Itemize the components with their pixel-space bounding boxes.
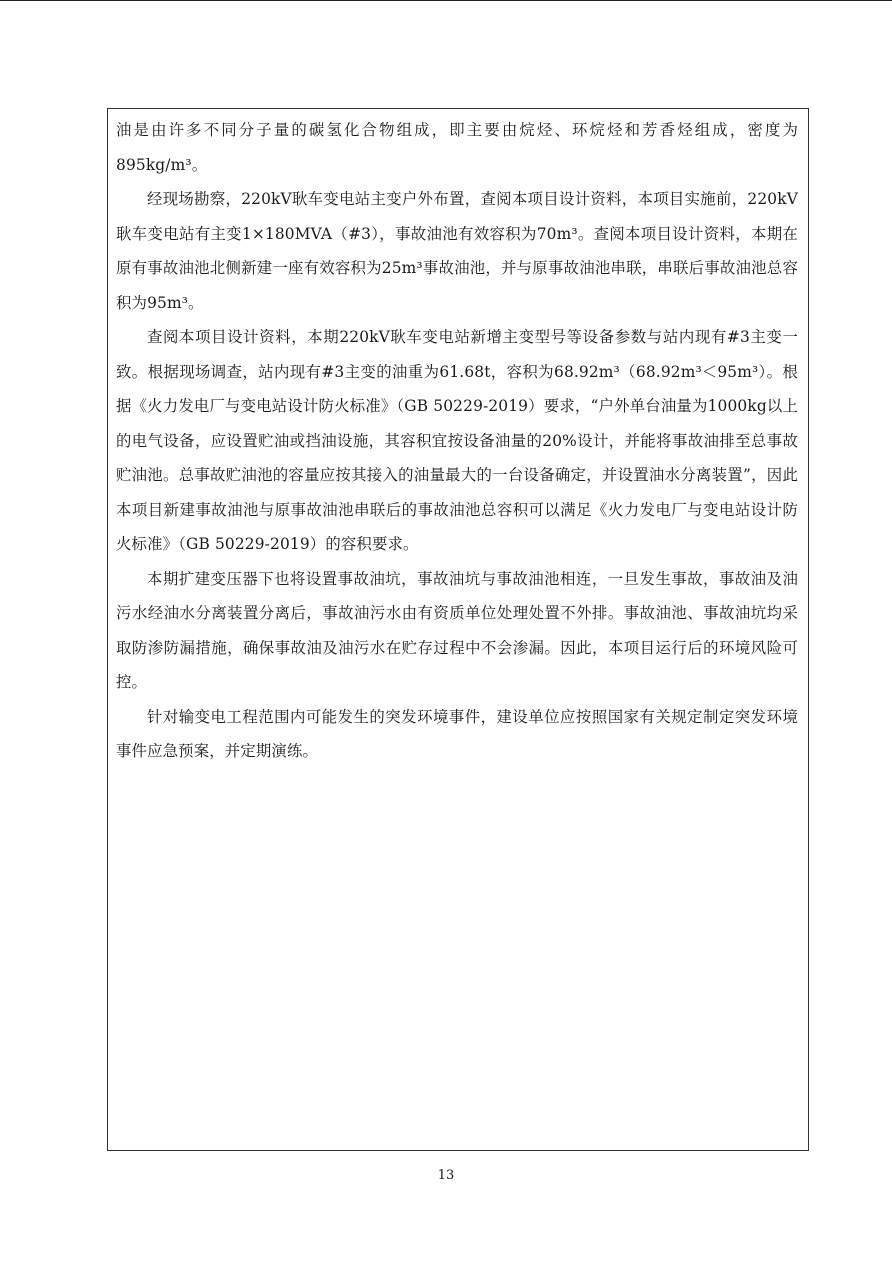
paragraph-emergency-plan: 针对输变电工程范围内可能发生的突发环境事件，建设单位应按照国家有关规定制定突发环境事件应急预案，并定期演练。 <box>116 707 798 760</box>
paragraph-oil-composition: 油是由许多不同分子量的碳氢化合物组成，即主要由烷烃、环烷烃和芳香烃组成，密度为895kg/m³。 <box>116 121 798 174</box>
top-rule <box>0 0 892 1</box>
page-number: 13 <box>437 1168 455 1183</box>
body-text <box>116 113 798 769</box>
paragraph-site-survey: 经现场勘察，220kV耿车变电站主变户外布置，查阅本项目设计资料，本项目实施前，220kV耿车变电站有主变1×180MVA（#3），事故油池有效容积为70m³。查阅本项目设计资料，本期在原有事故油池北侧新建一座有效容积为25m³事故油池，并与原事故油池串联，串联后事故油池总容积为95m³。 <box>116 190 798 312</box>
paragraph-oil-pit: 本期扩建变压器下也将设置事故油坑，事故油坑与事故油池相连，一旦发生事故，事故油及油污水经油水分离装置分离后，事故油污水由有资质单位处理处置不外排。事故油池、事故油坑均采取防渗防漏措施，确保事故油及油污水在贮存过程中不会渗漏。因此，本项目运行后的环境风险可控。 <box>116 569 798 691</box>
paragraph-design-review: 查阅本项目设计资料，本期220kV耿车变电站新增主变型号等设备参数与站内现有#3主变一致。根据现场调查，站内现有#3主变的油重为61.68t，容积为68.92m³（68.92m³＜95m³）。根据《火力发电厂与变电站设计防火标准》（GB 50229-2019）要求，“户外单台油量为1000kg以上的电气设备，应设置贮油或挡油设施，其容积宜按设备油量的20%设计，并能将事故油排至总事故贮油池。总事故贮油池的容量应按其接入的油量最大的一台设备确定，并设置油水分离装置”，因此本项目新建事故油池与原事故油池串联后的事故油池总容积可以满足《火力发电厂与变电站设计防火标准》（GB 50229-2019）的容积要求。 <box>116 328 798 553</box>
content-frame <box>107 108 809 1151</box>
